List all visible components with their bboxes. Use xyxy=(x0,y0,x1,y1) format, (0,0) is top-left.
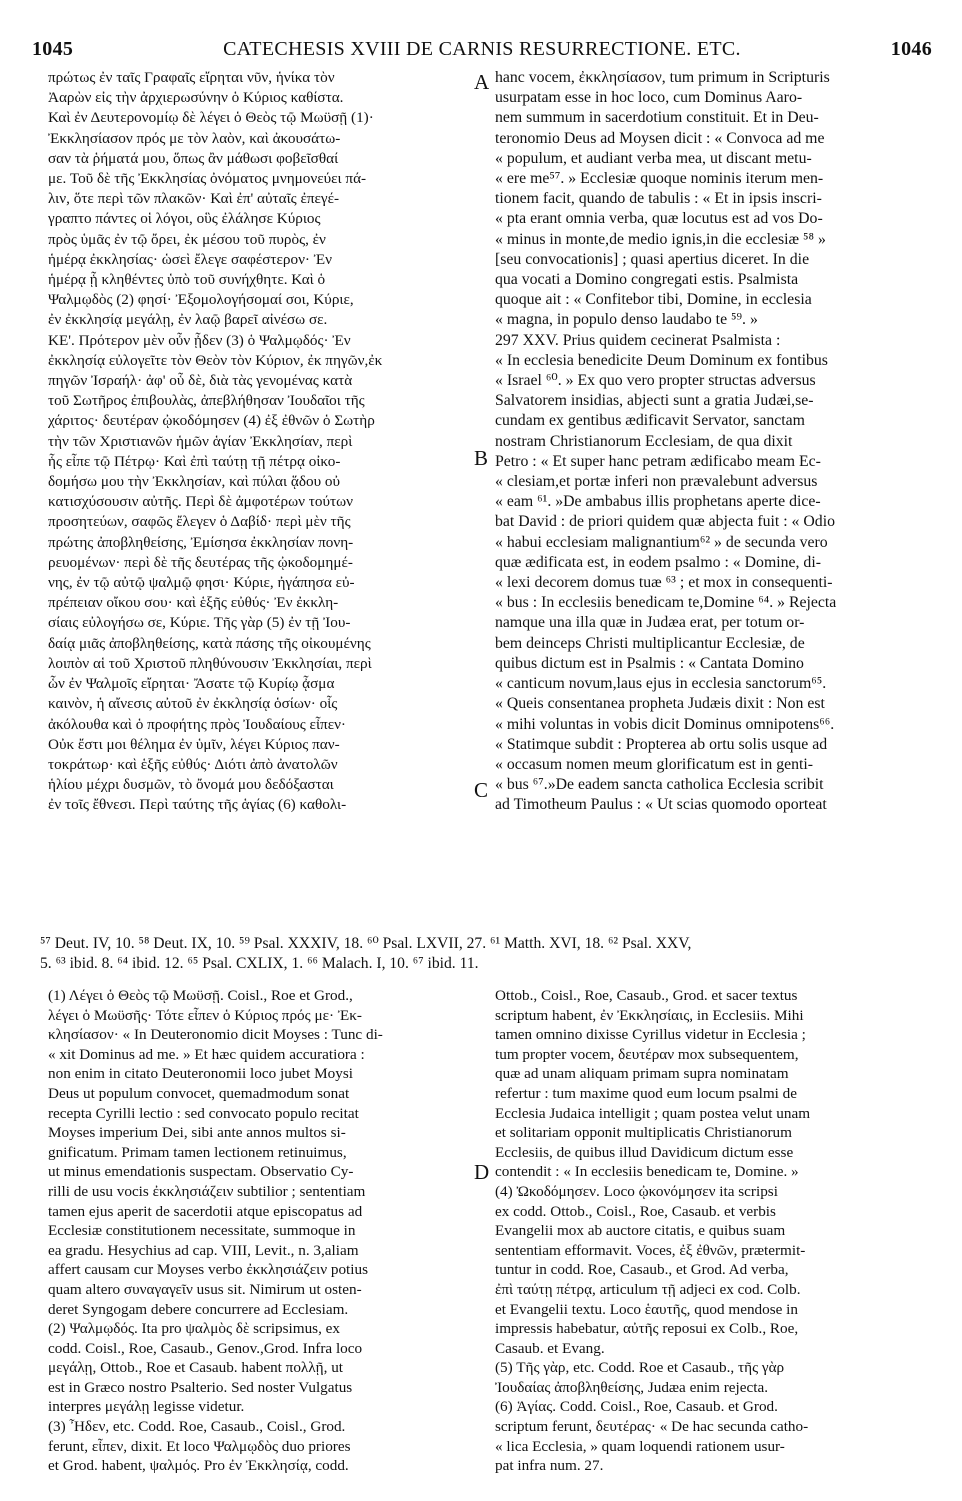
footnote-line: pat infra num. 27. xyxy=(495,1457,604,1475)
footnote-line: ἐπὶ ταύτῃ πέτρᾳ, articulum τῇ adjeci ex cod. Colb. xyxy=(495,1280,801,1298)
latin-text-line: qua vocati a Domino congregati estis. Psalmista xyxy=(495,271,799,289)
latin-text-line: « ere me⁵⁷. » Ecclesiæ quoque nominis iterum men- xyxy=(495,170,824,188)
latin-text-line: « canticum novum,laus ejus in ecclesia sanctorum⁶⁵. xyxy=(495,675,827,693)
footnote-line: tamen ejus aperit de sacerdotii atque episcopatus ad xyxy=(48,1202,363,1220)
latin-text-line: « occasum nomen meum glorificatum est in genti- xyxy=(495,755,814,773)
latin-text-line: « Queis consentanea propheta Judæis dixit : Non est xyxy=(495,695,825,713)
greek-text-line: Ἐκκλησίασον πρός με τὸν λαὸν, καὶ ἀκουσάτω- xyxy=(48,129,341,147)
latin-text-line: namque una illa quæ in Judæa erat, per totum or- xyxy=(495,614,805,632)
greek-text-line: καινὸν, ἡ αἴνεσις αὐτοῦ ἐν ἐκκλησίᾳ ὁσίων· οἷς xyxy=(48,695,338,713)
latin-text-line: usurpatam esse in hoc loco, cum Dominus Aaro- xyxy=(495,89,803,107)
page-number-left: 1045 xyxy=(32,38,74,60)
footnote-line: Ottob., Coisl., Roe, Casaub., Grod. et sacer textus xyxy=(495,987,798,1004)
scripture-references xyxy=(40,934,930,974)
latin-text-line: quibus dictum est in Psalmis : « Cantata Domino xyxy=(495,654,804,672)
footnote-line: affert causam cur Moyses verbo ἐκκλησιάζειν potius xyxy=(48,1261,368,1279)
greek-text-line: Οὐκ ἔστι μοι θέλημα ἐν ὑμῖν, λέγει Κύριος παν- xyxy=(48,735,340,753)
page-number-right: 1046 xyxy=(890,38,932,60)
footnote-line: ferunt, εἶπεν, dixit. Et loco Ψαλμῳδὸς duo priores xyxy=(48,1437,351,1455)
latin-text-line: cundam ex gentibus ædificavit Servator, sanctam xyxy=(495,412,805,430)
greek-text-line: Καὶ ἐν Δευτερονομίῳ δὲ λέγει ὁ Θεὸς τῷ Μωϋσῇ (1)· xyxy=(48,109,374,127)
latin-text-line: Salvatorem insidias, abjecti sunt a gratia Judæi,se- xyxy=(495,392,814,410)
greek-text-line: σαν τὰ ῥήματά μου, ὅπως ἂν μάθωσι φοβεῖσθαί xyxy=(48,149,339,167)
footnote-line: « xit Dominus ad me. » Et hæc quidem accuratiora : xyxy=(48,1045,365,1063)
greek-text-line: ἐν τοῖς ἔθνεσι. Περὶ ταύτης τῆς ἁγίας (6) καθολι- xyxy=(48,796,347,814)
footnote-line: recepta Cyrilli lectio : sed convocato populo recitat xyxy=(48,1104,359,1122)
latin-text-line: « magna, in populo denso laudabo te ⁵⁹. » xyxy=(495,311,758,329)
latin-text-line: teronomio Deus ad Moysen dicit : « Convoca ad me xyxy=(495,129,825,147)
scripture-note-line: 5. ⁶³ ibid. 8. ⁶⁴ ibid. 12. ⁶⁵ Psal. CXLIX, 1. ⁶⁶ Malach. I, 10. ⁶⁷ ibid. 11. xyxy=(40,955,479,972)
footnote-line: gnificatum. Primam tamen lectionem retinuimus, xyxy=(48,1143,347,1161)
latin-text-line: hanc vocem, ἐκκλησίασον, tum primum in Scripturis xyxy=(495,69,830,86)
greek-text-line: ΚΕ'. Πρότερον μὲν οὖν ᾖδεν (3) ὁ Ψαλμῳδός· Ἐν xyxy=(48,331,351,349)
latin-text-line: quoque ait : « Confitebor tibi, Domine, in ecclesia xyxy=(495,291,812,309)
footnote-line: quæ ad unam aliquam primam supra nominatam xyxy=(495,1065,789,1083)
footnote-line: tum propter vocem, δευτέραν mox subsequentem, xyxy=(495,1045,799,1063)
greek-text-line: πηγῶν Ἰσραήλ· ἀφ' οὗ δὲ, διὰ τὰς γενομένας κατὰ xyxy=(48,372,353,390)
footnote-line: (2) Ψαλμῳδός. Ita pro ψαλμὸς δὲ scripsimus, ex xyxy=(48,1320,341,1338)
latin-text-line: tionem facit, quando de tabulis : « Et in ipsis inscri- xyxy=(495,190,822,208)
latin-text-line: « minus in monte,de medio ignis,in die ecclesiæ ⁵⁸ » xyxy=(495,230,826,248)
footnote-line: κλησίασον· « In Deuteronomio dicit Moyses : Tunc di- xyxy=(48,1026,383,1044)
greek-text-column xyxy=(48,68,472,816)
footnote-line: et Grod. habent, ψαλμός. Pro ἐν Ἐκκλησίᾳ, codd. xyxy=(48,1457,349,1475)
latin-text-line: « clesiam,et portæ inferi non prævalebunt adversus xyxy=(495,473,818,491)
greek-text-line: ἀκόλουθα καὶ ὁ προφήτης πρὸς Ἰουδαίους εἶπεν· xyxy=(48,715,346,733)
greek-text-line: ἧς εἶπε τῷ Πέτρῳ· Καὶ ἐπὶ ταύτῃ τῇ πέτρᾳ οἰκο- xyxy=(48,452,341,470)
footnote-line: λέγει ὁ Μωϋσῆς· Τότε εἶπεν ὁ Κύριος πρός με· Ἐκ- xyxy=(48,1006,362,1024)
greek-text-line: Ἀαρὼν εἰς τὴν ἀρχιερωσύνην ὁ Κύριος καθίστα. xyxy=(48,89,344,107)
greek-text-line: ἡλίου μέχρι δυσμῶν, τὸ ὄνομά μου δεδόξασται xyxy=(48,776,334,794)
greek-text-line: ρευομένων· περὶ δὲ τῆς δευτέρας τῆς ᾠκοδομημέ- xyxy=(48,553,353,571)
latin-text-line: « Statimque subdit : Propterea ab ortu solis usque ad xyxy=(495,735,828,753)
scripture-note-line: ⁵⁷ Deut. IV, 10. ⁵⁸ Deut. IX, 10. ⁵⁹ Psal. XXXIV, 18. ⁶⁰ Psal. LXVII, 27. ⁶¹ Matth. XVI, 18. ⁶² Psal. XXV, xyxy=(40,935,692,952)
footnote-line: Casaub. et Evang. xyxy=(495,1339,605,1357)
footnote-line: Deus ut populum convocet, quemadmodum sonat xyxy=(48,1084,350,1102)
latin-text-column xyxy=(495,68,930,816)
footnote-line: scriptum habent, ἐν Ἐκκλησίαις, in Ecclesiis. Mihi xyxy=(495,1006,804,1024)
footnote-line: contendit : « In ecclesiis benedicam te, Domine. » xyxy=(495,1163,799,1181)
footnote-line: (1) Λέγει ὁ Θεὸς τῷ Μωϋσῇ. Coisl., Roe et Grod., xyxy=(48,987,353,1004)
greek-text-line: λοιπὸν αἱ τοῦ Χριστοῦ πληθύνουσιν Ἐκκλησίαι, περὶ xyxy=(48,654,372,672)
greek-text-line: λιν, ὅτε περὶ τῶν πλακῶν· Καὶ ἐπ' αὐταῖς ἐπεγέ- xyxy=(48,190,340,208)
footnote-line: interpres μεγάλῃ legisse videtur. xyxy=(48,1398,245,1416)
running-title: CATECHESIS XVIII DE CARNIS RESURRECTIONE. ETC. xyxy=(223,38,741,60)
footnote-line: scriptum ferunt, δευτέρας· « De hac secunda catho- xyxy=(495,1418,809,1436)
latin-text-line: « populum, et audiant verba mea, ut discant metu- xyxy=(495,149,812,167)
footnote-line: (4) Ὠκοδόμησεν. Loco ᾠκονόμησεν ita scripsi xyxy=(495,1182,778,1200)
footnote-line: ut minus emendationis suspectam. Observatio Cy- xyxy=(48,1163,354,1181)
greek-text-line: πρώτως ἐν ταῖς Γραφαῖς εἴρηται νῦν, ἡνίκα τὸν xyxy=(48,69,335,86)
greek-text-line: ἡμέρᾳ ἐκκλησίας· ὡσεὶ ἔλεγε σαφέστερον· Ἐν xyxy=(48,250,333,268)
footnote-line: quam altero συναγαγεῖν usus sit. Nimirum ut osten- xyxy=(48,1280,362,1298)
greek-text-line: δομήσω μου τὴν Ἐκκλησίαν, καὶ πύλαι ᾅδου οὐ xyxy=(48,473,340,491)
footnote-line: tuntur in codd. Roe, Casaub., et Grod. Ad verba, xyxy=(495,1261,789,1279)
latin-text-line: bat David : de priori quidem quæ abjecta fuit : « Odio xyxy=(495,513,835,531)
section-marker-b: B xyxy=(474,446,489,470)
latin-text-line: « In ecclesia benedicite Deum Dominum ex fontibus xyxy=(495,351,828,369)
footnote-line: et solitariam opponit multiplicatis Christianorum xyxy=(495,1124,792,1142)
footnote-line: est in Græco nostro Psalterio. Sed noster Vulgatus xyxy=(48,1378,353,1396)
footnote-line: Moyses imperium Dei, sibi ante annos multos si- xyxy=(48,1124,346,1142)
latin-text-line: Petro : « Et super hanc petram ædificabo meam Ec- xyxy=(495,452,821,470)
greek-text-line: τὴν τῶν Χριστιανῶν ἡμῶν ἁγίαν Ἐκκλησίαν, περὶ xyxy=(48,432,353,450)
footnote-line: μεγάλῃ, Ottob., Roe et Casaub. habent πολλῇ, ut xyxy=(48,1359,344,1377)
footnotes-right-column xyxy=(495,986,930,1476)
latin-text-line: ad Timotheum Paulus : « Ut scias quomodo oporteat xyxy=(495,796,827,814)
greek-text-line: γραπτο πάντες οἱ λόγοι, οὓς ἐλάλησε Κύριος xyxy=(48,210,321,228)
footnote-line: deret Syngogam debere concurrere ad Ecclesiam. xyxy=(48,1300,349,1318)
greek-text-line: τοῦ Σωτῆρος ἐπιβουλὰς, ἀπεβλήθησαν Ἰουδαῖοι τῆς xyxy=(48,392,365,410)
greek-text-line: ὧν ἐν Ψαλμοῖς εἴρηται· Ἄσατε τῷ Κυρίῳ ᾆσμα xyxy=(48,675,335,693)
latin-text-line: « pta erant omnia verba, quæ locutus est ad vos Do- xyxy=(495,210,823,228)
footnote-line: ea gradu. Hesychius ad cap. VIII, Levit., n. 3,aliam xyxy=(48,1241,359,1259)
page-header xyxy=(32,38,932,62)
footnote-line: sententiam efformavit. Voces, ἐξ ἐθνῶν, prætermit- xyxy=(495,1241,806,1259)
greek-text-line: πρώτης ἀποβληθείσης, Ἐμίσησα ἐκκλησίαν πονη- xyxy=(48,533,354,551)
latin-text-line: « bus ⁶⁷.»De eadem sancta catholica Ecclesia scribit xyxy=(495,776,824,794)
greek-text-line: Ψαλμῳδὸς (2) φησί· Ἐξομολογήσομαί σοι, Κύριε, xyxy=(48,291,354,309)
greek-text-line: ἐν ἐκκλησίᾳ μεγάλῃ, ἐν λαῷ βαρεῖ αἰνέσω σε. xyxy=(48,311,328,329)
footnote-line: non enim in citato Deuteronomii loco jubet Moysi xyxy=(48,1065,353,1083)
greek-text-line: ἐκκλησίᾳ εὐλογεῖτε τὸν Θεὸν τὸν Κύριον, ἐκ πηγῶν,ἐκ xyxy=(48,351,383,369)
footnote-line: Ecclesia Judaica intelligit ; quam postea velut unam xyxy=(495,1104,811,1122)
greek-text-line: πρὸς ὑμᾶς ἐν τῷ ὄρει, ἐκ μέσου τοῦ πυρὸς, ἐν xyxy=(48,230,326,248)
greek-text-line: πρέπειαν οἴκου σου· καὶ ἑξῆς εὐθύς· Ἐν ἐκκλη- xyxy=(48,594,339,612)
greek-text-line: χάριτος· δευτέραν ᾠκοδόμησεν (4) ἐξ ἐθνῶν ὁ Σωτὴρ xyxy=(48,412,375,430)
footnote-line: Evangelii mox ab auctore citatis, e quibus suam xyxy=(495,1222,786,1240)
latin-text-line: [seu convocationis] ; quasi apertius diceret. In die xyxy=(495,250,810,268)
latin-text-line: « eam ⁶¹. »De ambabus illis prophetans aperte dice- xyxy=(495,493,821,511)
latin-text-line: nostram Christianorum Ecclesiam, de qua dixit xyxy=(495,432,793,450)
footnote-line: Ἰουδαίας ἀποβληθείσης, Judæa enim rejecta. xyxy=(495,1378,769,1396)
greek-text-line: προσητεύων, σαφῶς ἔλεγεν ὁ Δαβίδ· περὶ μὲν τῆς xyxy=(48,513,351,531)
footnote-line: codd. Coisl., Roe, Casaub., Genov.,Grod. Infra loco xyxy=(48,1339,363,1357)
footnote-line: rilli de usu vocis ἐκκλησιάζειν subtilior ; sententiam xyxy=(48,1182,366,1200)
footnote-line: refertur : tum maxime quod eum locum psalmi de xyxy=(495,1084,797,1102)
section-marker-d: D xyxy=(474,1160,490,1184)
greek-text-line: με. Τοῦ δὲ τῆς Ἐκκλησίας ὀνόματος μνημονεύει πά- xyxy=(48,170,367,188)
greek-text-line: κατισχύσουσιν αὐτῆς. Περὶ δὲ ἀμφοτέρων τούτων xyxy=(48,493,353,511)
latin-text-line: « bus : In ecclesiis benedicam te,Domine ⁶⁴. » Rejecta xyxy=(495,594,837,612)
greek-text-line: νης, ἐν τῷ αὐτῷ ψαλμῷ φησι· Κύριε, ἠγάπησα εὐ- xyxy=(48,574,355,592)
greek-text-line: τοκράτωρ· καὶ ἑξῆς εὐθύς· Διότι ἀπὸ ἀνατολῶν xyxy=(48,755,338,773)
footnote-line: (6) Ἁγίας. Codd. Coisl., Roe, Casaub. et Grod. xyxy=(495,1398,778,1416)
footnote-line: ex codd. Ottob., Coisl., Roe, Casaub. et verbis xyxy=(495,1202,776,1220)
latin-text-line: « Israel ⁶⁰. » Ex quo vero propter structas adversus xyxy=(495,372,816,390)
latin-text-line: « lexi decorem domus tuæ ⁶³ ; et mox in consequenti- xyxy=(495,574,833,592)
greek-text-line: σίαις εὐλογήσω σε, Κύριε. Τῆς γὰρ (5) ἐν τῇ Ἰου- xyxy=(48,614,351,632)
latin-text-line: « habui ecclesiam malignantium⁶² » de secunda vero xyxy=(495,533,828,551)
section-marker-a: A xyxy=(474,70,490,94)
footnote-line: Ecclesiis, de quibus illud Davidicum dictum esse xyxy=(495,1143,794,1161)
latin-text-line: nem summum in sacerdotium constituit. Et in Deu- xyxy=(495,109,819,127)
footnotes-left-column xyxy=(48,986,478,1476)
footnote-line: impressis habebatur, αὐτῆς reposui ex Colb., Roe, xyxy=(495,1320,799,1338)
footnote-line: et Evangelii textu. Loco ἑαυτῆς, quod mendose in xyxy=(495,1300,798,1318)
latin-text-line: 297 XXV. Prius quidem cecinerat Psalmista : xyxy=(495,331,781,349)
footnote-line: (5) Τῆς γὰρ, etc. Codd. Roe et Casaub., τῆς γὰρ xyxy=(495,1359,785,1377)
footnote-line: « lica Ecclesia, » quam loquendi rationem usur- xyxy=(495,1437,785,1455)
footnote-line: tamen omnino dixisse Cyrillus videtur in Ecclesia ; xyxy=(495,1026,806,1044)
latin-text-line: « mihi voluntas in vobis dicit Dominus omnipotens⁶⁶. xyxy=(495,715,835,733)
section-marker-c: C xyxy=(474,778,489,802)
latin-text-line: quæ ædificata est, in eodem psalmo : « Domine, di- xyxy=(495,553,821,571)
greek-text-line: ἡμέρᾳ ᾗ κληθέντες ὑπὸ τοῦ συνήχθητε. Καὶ ὁ xyxy=(48,271,326,289)
footnote-line: (3) Ἦδεν, etc. Codd. Roe, Casaub., Coisl., Grod. xyxy=(48,1418,346,1436)
latin-text-line: bem deinceps Christi multiplicantur Ecclesiæ, de xyxy=(495,634,805,652)
footnote-line: Ecclesiæ constitutionem necessitate, summoque in xyxy=(48,1222,356,1240)
greek-text-line: δαίᾳ μιᾶς ἀποβληθείσης, κατὰ πάσης τῆς οἰκουμένης xyxy=(48,634,371,652)
